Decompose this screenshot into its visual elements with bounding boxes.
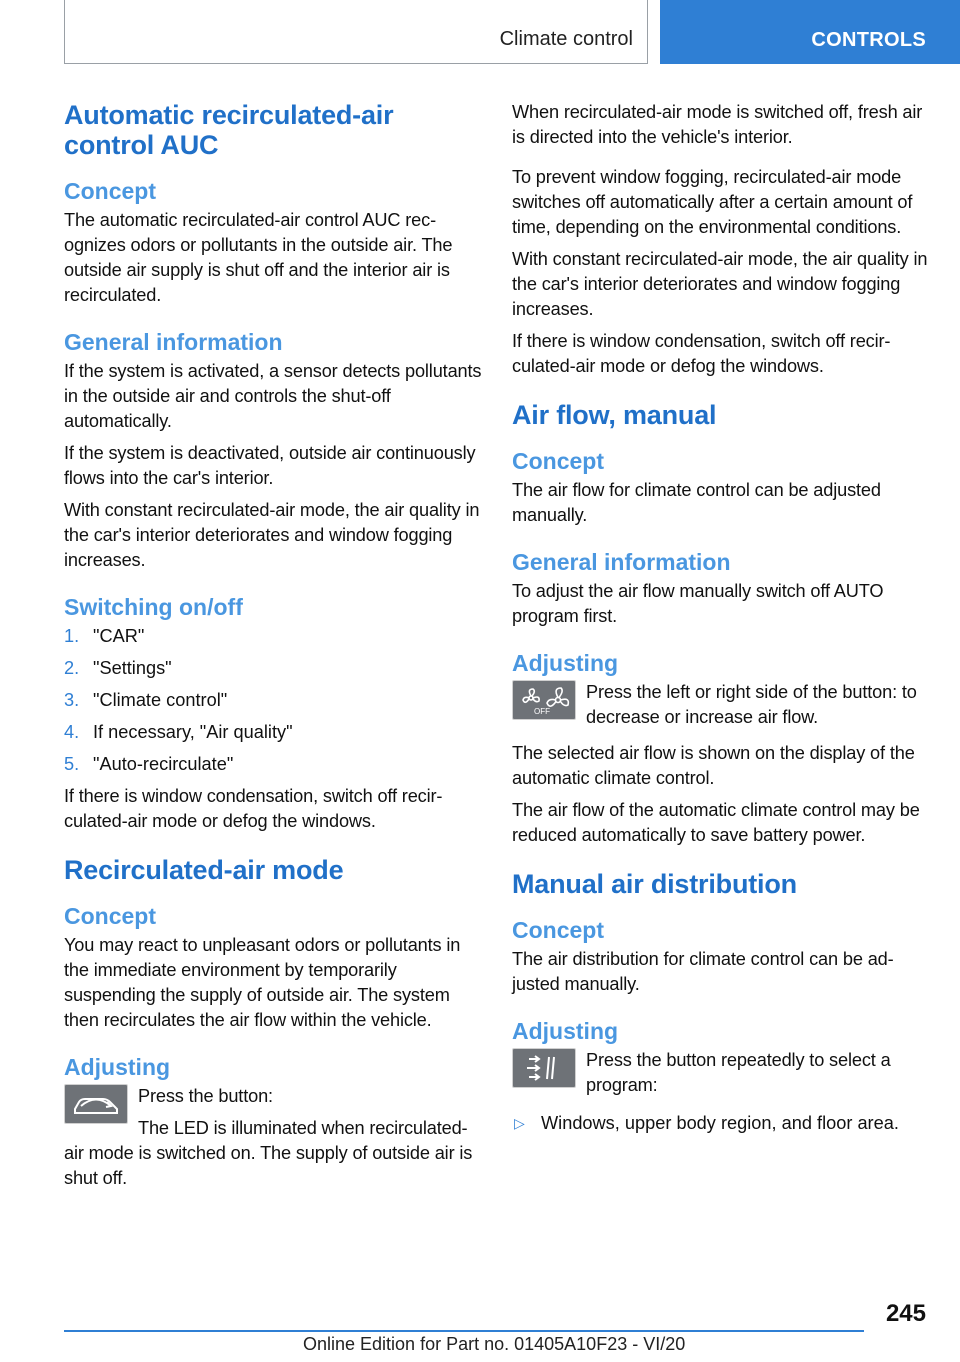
switching-heading: Switching on/off (64, 594, 243, 620)
left-column (64, 100, 482, 1198)
recirculation-car-icon (65, 1085, 127, 1123)
header-section-box (64, 0, 648, 64)
list-item (64, 720, 482, 745)
footer-divider (64, 1330, 864, 1332)
distrib-adjusting-heading: Adjusting (512, 1018, 619, 1044)
auc-concept-heading: Concept (64, 178, 156, 204)
recirculated-air-title: Recirculated-air mode (64, 855, 344, 885)
airflow-concept-text: The air flow for climate control can be adjusted manually. (512, 480, 881, 525)
recirc-led-text: The LED is illuminated when recirculated-air mode is switched on. The supply of outside air is shut off. (64, 1118, 473, 1188)
airflow-general-text: To adjust the air flow manually switch off AUTO program first. (512, 581, 884, 626)
recirc-adjust-text: Press the button: (138, 1086, 273, 1106)
recirc-off-text: When recirculated-air mode is switched off, fresh air is directed into the vehicle's interior. (512, 102, 923, 147)
page-number: 245 (885, 1300, 926, 1327)
step-number: 1. (64, 626, 80, 646)
step-number: 5. (64, 754, 80, 774)
airflow-adjust-text: Press the left or right side of the button: to decrease or increase air flow. (586, 682, 917, 727)
airflow-display-text: The selected air flow is shown on the display of the automatic climate control. (512, 743, 915, 788)
air-flow-button-image (512, 680, 576, 720)
airflow-battery-text: The air flow of the automatic climate control may be reduced automatically to save battery power. (512, 800, 920, 845)
header-section-title: Climate control (499, 28, 633, 50)
general-info-paragraph: With constant recirculated-air mode, the air quality in the car's interior deteriorates and window fogging increases. (64, 500, 480, 570)
list-item (64, 688, 482, 713)
recirc-concept-heading: Concept (64, 903, 156, 929)
step-text: If necessary, "Air quality" (93, 722, 293, 742)
step-number: 3. (64, 690, 80, 710)
triangle-bullet-icon: ▷ (514, 1115, 525, 1131)
header-chapter-title: CONTROLS (811, 29, 926, 51)
general-info-heading: General information (64, 329, 283, 355)
fan-off-label: OFF (534, 707, 550, 716)
air-distribution-icon (513, 1049, 575, 1087)
step-text: "Climate control" (93, 690, 228, 710)
right-column (512, 100, 930, 1136)
step-text: "CAR" (93, 626, 145, 646)
step-text: "Auto-recirculate" (93, 754, 234, 774)
air-flow-title: Air flow, manual (512, 400, 717, 430)
general-info-paragraph: If the system is deactivated, outside air continuously flows into the car's interior. (64, 443, 476, 488)
auc-concept-text: The automatic recirculated-air control AUC recognizes odors or pollutants in the outside air. The outside air supply is shut off and the interior air is recirculated. (64, 210, 453, 305)
recirc-adjusting-heading: Adjusting (64, 1054, 171, 1080)
airflow-concept-heading: Concept (512, 448, 604, 474)
step-number: 2. (64, 658, 80, 678)
list-item (64, 624, 482, 649)
distribution-program-list (512, 1111, 930, 1136)
list-item (512, 1111, 930, 1136)
constant-recirc-text: With constant recirculated-air mode, the air quality in the car's interior deteriorates and window fogging increases. (512, 249, 928, 319)
switching-note: If there is window condensation, switch off recirculated-air mode or defog the windows. (64, 786, 443, 831)
manual-air-distribution-title: Manual air distribution (512, 869, 797, 899)
list-item (64, 752, 482, 777)
airflow-adjusting-heading: Adjusting (512, 650, 619, 676)
switching-steps-list (64, 624, 482, 777)
auc-title: Automatic recirculated-air control AUC (64, 100, 394, 160)
window-fogging-text: To prevent window fogging, recirculated-air mode switches off automatically after a certain amount of time, depending on the environmental conditions. (512, 167, 913, 237)
bullet-text: Windows, upper body region, and floor area. (541, 1113, 899, 1133)
fan-icon (513, 681, 575, 719)
footer-edition: Online Edition for Part no. 01405A10F23 - VI/20 (303, 1334, 686, 1354)
recirc-concept-text: You may react to unpleasant odors or pollutants in the immediate environment by temporarily suspending the supply of outside air. The system then recirculates the air flow within the vehicle. (64, 935, 461, 1030)
step-text: "Settings" (93, 658, 172, 678)
step-number: 4. (64, 722, 80, 742)
general-info-paragraph: If the system is activated, a sensor detects pollutants in the outside air and controls the shut-off automatically. (64, 361, 482, 431)
recirculation-button-image (64, 1084, 128, 1124)
list-item (64, 656, 482, 681)
distrib-adjust-text: Press the button repeatedly to select a program: (586, 1050, 891, 1095)
air-distribution-button-image (512, 1048, 576, 1088)
distrib-concept-text: The air distribution for climate control can be adjusted manually. (512, 949, 894, 994)
header-chapter-tab (660, 0, 960, 64)
distrib-concept-heading: Concept (512, 917, 604, 943)
airflow-general-heading: General information (512, 549, 731, 575)
condensation-text: If there is window condensation, switch off recirculated-air mode or defog the windows. (512, 331, 891, 376)
